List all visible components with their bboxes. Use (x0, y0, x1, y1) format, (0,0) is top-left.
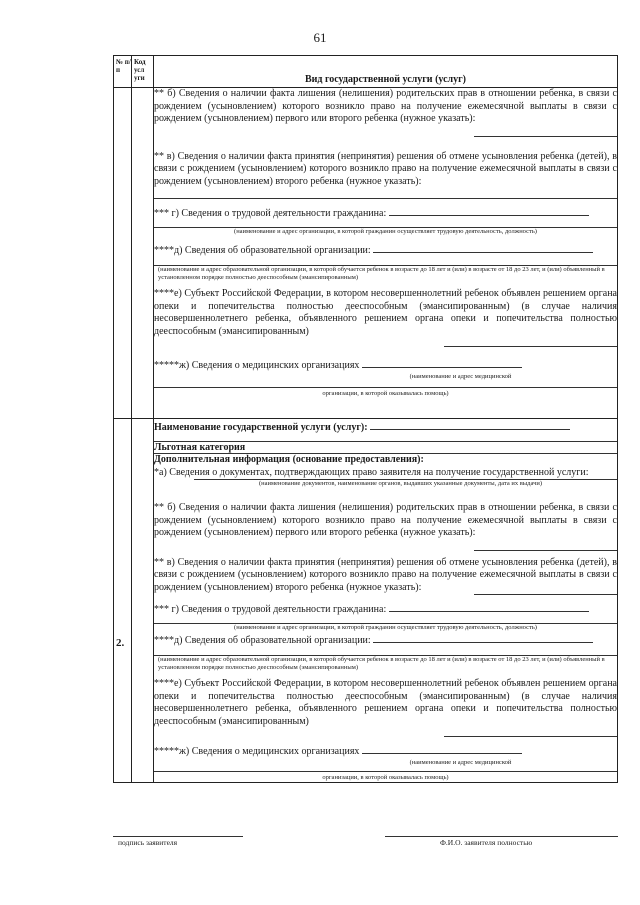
header-service-type: Вид государственной услуги (услуг) (154, 56, 618, 88)
row2-category: Льготная категория (154, 441, 246, 453)
row1-zh-caption1: (наименование и адрес медицинской (409, 372, 512, 380)
signature-line[interactable] (113, 836, 243, 837)
row2-g-field[interactable] (389, 601, 589, 612)
table-row (114, 419, 618, 783)
row2-item-zh: *****ж) Сведения о медицинских организациях (154, 743, 617, 759)
row2-code (132, 419, 154, 783)
row2-d-field[interactable] (373, 632, 593, 643)
row2-service-name: Наименование государственной услуги (услуг): (154, 419, 617, 435)
row1-code (132, 88, 154, 419)
row2-item-g: *** г) Сведения о трудовой деятельности гражданина: (154, 601, 617, 617)
header-number: № п/п (114, 56, 132, 88)
row1-item-d: ****д) Сведения об образовательной организации: (154, 242, 617, 258)
row2-number: 2. (114, 419, 132, 783)
full-name-line[interactable] (385, 836, 618, 837)
row2-item-e: ****е) Субъект Российской Федерации, в котором несовершеннолетний ребенок объявлен решением органа опеки и попечительства полностью дееспособным (эмансипированным) (в случае наличия несовершеннолетнего ребенка, объявленного решением органа опеки и попечительства полностью дееспособным (эмансипированным) (154, 678, 617, 727)
row2-content (154, 419, 618, 783)
row1-number (114, 88, 132, 419)
row1-item-zh: *****ж) Сведения о медицинских организациях (154, 357, 617, 373)
row2-e-field[interactable] (444, 726, 617, 737)
row1-item-v: ** в) Сведения о наличии факта принятия (непринятия) решения об отмене усыновления ребенка (детей), в связи с рождением (усыновлением) которого возникло право на получение ежемесячной выплаты в связи с рождением (усыновлением) второго ребенка (нужное указать): (154, 150, 617, 187)
services-table (113, 55, 618, 783)
row2-v-field[interactable] (474, 584, 617, 595)
table-row (114, 88, 618, 419)
row1-b-field[interactable] (474, 126, 617, 137)
row2-item-b: ** б) Сведения о наличии факта лишения (нелишения) родительских прав в отношении ребенка, в связи с рождением (усыновлением) которого возникло право на получение ежемесячной выплаты в связи с рождением (усыновлением) первого или второго ребенка (нужное указать): (154, 502, 617, 538)
row1-item-g: *** г) Сведения о трудовой деятельности гражданина: (154, 205, 617, 221)
row2-item-a: *а) Сведения о документах, подтверждающих право заявителя на получение государственной услуги: (154, 466, 589, 478)
row2-g-caption: (наименование и адрес организации, в которой гражданин осуществляет трудовую деятельность, должность) (234, 623, 537, 631)
row2-zh-field[interactable] (362, 743, 522, 754)
row1-item-e: ****е) Субъект Российской Федерации, в котором несовершеннолетний ребенок объявлен решением органа опеки и попечительства полностью дееспособным (эмансипированным) (в случае наличия несовершеннолетнего ребенка, объявленного решением органа опеки и попечительства полностью дееспособным (эмансипированным) (154, 288, 617, 337)
signature-caption: подпись заявителя (118, 838, 178, 847)
row2-d-caption: (наименование и адрес образовательной организации, в которой обучается ребенок в возрасте до 18 лет и (или) в возрасте от 18 до 23 лет, и (или) объявленный в установленном порядке полностью дееспособным (эмансипированным) (158, 656, 605, 671)
row1-zh-caption2: организации, в которой оказывалась помощь) (322, 389, 449, 397)
row1-content (154, 88, 618, 419)
table-header (114, 56, 618, 88)
full-name-caption: Ф.И.О. заявителя полностью (440, 838, 533, 847)
row1-v-field[interactable] (154, 188, 617, 199)
row1-d-caption: (наименование и адрес образовательной организации, в которой обучается ребенок в возрасте до 18 лет и (или) в возрасте от 18 до 23 лет, и (или) объявленный в установленном порядке полностью дееспособным (эмансипированным) (158, 266, 605, 281)
row1-item-b: ** б) Сведения о наличии факта лишения (нелишения) родительских прав в отношении ребенка, в связи с рождением (усыновлением) которого возникло право на получение ежемесячной выплаты в связи с рождением (усыновлением) первого или второго ребенка (нужное указать): (154, 88, 617, 124)
row2-item-v: ** в) Сведения о наличии факта принятия (непринятия) решения об отмене усыновления ребенка (детей), в связи с рождением (усыновлением) которого возникло право на получение ежемесячной выплаты в связи с рождением (усыновлением) второго ребенка (нужное указать): (154, 556, 617, 593)
row1-zh-field[interactable] (362, 357, 522, 368)
row2-a-caption: (наименование документов, наименование органов, выдавших указанные документы, дата их выдачи) (258, 480, 542, 487)
row2-item-d: ****д) Сведения об образовательной организации: (154, 632, 617, 648)
row1-d-field[interactable] (373, 242, 593, 253)
row2-zh-caption1: (наименование и адрес медицинской (409, 758, 512, 766)
page-number: 61 (313, 30, 327, 45)
row2-service-field[interactable] (370, 419, 570, 430)
row2-additional: Дополнительная информация (основание предоставления): (154, 454, 424, 465)
row2-zh-caption2: организации, в которой оказывалась помощь) (322, 773, 449, 781)
row2-b-field[interactable] (474, 540, 617, 551)
row1-e-field[interactable] (444, 336, 617, 347)
header-code: Код усл уги (132, 56, 154, 88)
row1-g-field[interactable] (389, 205, 589, 216)
row1-g-caption: (наименование и адрес организации, в которой гражданин осуществляет трудовую деятельность, должность) (234, 227, 537, 235)
